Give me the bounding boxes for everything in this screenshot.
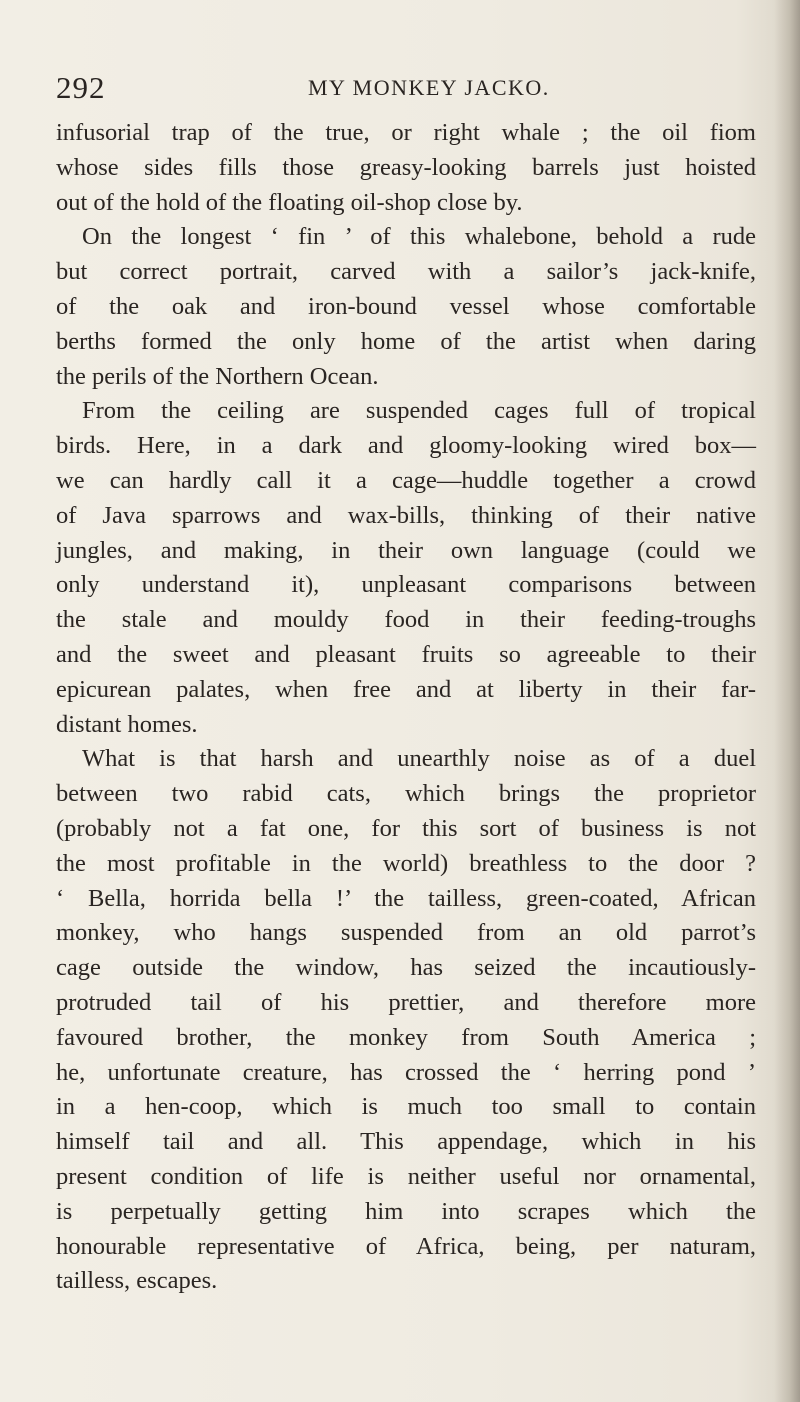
text-line: out of the hold of the floating oil-shop close by. xyxy=(56,188,523,216)
text-line: the most profitable in the world) breathless to the door ? xyxy=(56,849,756,877)
text-line: honourable representative of Africa, being, per naturam, xyxy=(56,1232,756,1260)
text-line: distant homes. xyxy=(56,710,198,738)
text-line: ‘ Bella, horrida bella !’ the tailless, green-coated, African xyxy=(56,884,756,912)
text-line: From the ceiling are suspended cages full of tropical xyxy=(82,397,756,425)
text-line: the stale and mouldy food in their feeding-troughs xyxy=(56,606,756,634)
text-line: present condition of life is neither useful nor ornamental, xyxy=(56,1162,756,1190)
text-line: epicurean palates, when free and at liberty in their far- xyxy=(56,675,756,703)
text-line: the perils of the Northern Ocean. xyxy=(56,362,379,390)
page-header xyxy=(56,68,756,108)
text-line: favoured brother, the monkey from South America ; xyxy=(56,1023,756,1051)
text-line: berths formed the only home of the artist when daring xyxy=(56,327,756,355)
text-line: cage outside the window, has seized the incautiously- xyxy=(56,954,756,982)
text-line: of Java sparrows and wax-bills, thinking of their native xyxy=(56,501,756,529)
text-line: What is that harsh and unearthly noise as of a duel xyxy=(82,745,756,773)
text-line: himself tail and all. This appendage, which in his xyxy=(56,1128,756,1156)
text-line: in a hen-coop, which is much too small to contain xyxy=(56,1093,756,1121)
text-line: we can hardly call it a cage—huddle together a crowd xyxy=(56,466,756,494)
text-line: but correct portrait, carved with a sailor’s jack-knife, xyxy=(56,258,756,286)
body-text xyxy=(56,116,756,1299)
text-line: tailless, escapes. xyxy=(56,1267,218,1295)
text-line: and the sweet and pleasant fruits so agreeable to their xyxy=(56,640,756,668)
page-edge-shadow xyxy=(774,0,800,1402)
running-title: MY MONKEY JACKO. xyxy=(308,75,550,100)
text-line: (probably not a fat one, for this sort of business is not xyxy=(56,814,756,842)
text-line: On the longest ‘ fin ’ of this whalebone, behold a rude xyxy=(82,223,756,251)
text-line: whose sides fills those greasy-looking barrels just hoisted xyxy=(56,153,756,181)
text-line: of the oak and iron-bound vessel whose comfortable xyxy=(56,292,756,320)
text-line: is perpetually getting him into scrapes which the xyxy=(56,1197,756,1225)
text-line: he, unfortunate creature, has crossed the ‘ herring pond ’ xyxy=(56,1058,756,1086)
page-number: 292 xyxy=(56,70,106,105)
text-line: protruded tail of his prettier, and therefore more xyxy=(56,988,756,1016)
text-line: infusorial trap of the true, or right whale ; the oil fiom xyxy=(56,119,756,146)
text-line: between two rabid cats, which brings the proprietor xyxy=(56,780,756,808)
text-line: monkey, who hangs suspended from an old parrot’s xyxy=(56,919,756,947)
text-line: only understand it), unpleasant comparisons between xyxy=(56,571,756,599)
text-line: birds. Here, in a dark and gloomy-looking wired box— xyxy=(56,432,756,460)
text-line: jungles, and making, in their own language (could we xyxy=(56,536,756,564)
